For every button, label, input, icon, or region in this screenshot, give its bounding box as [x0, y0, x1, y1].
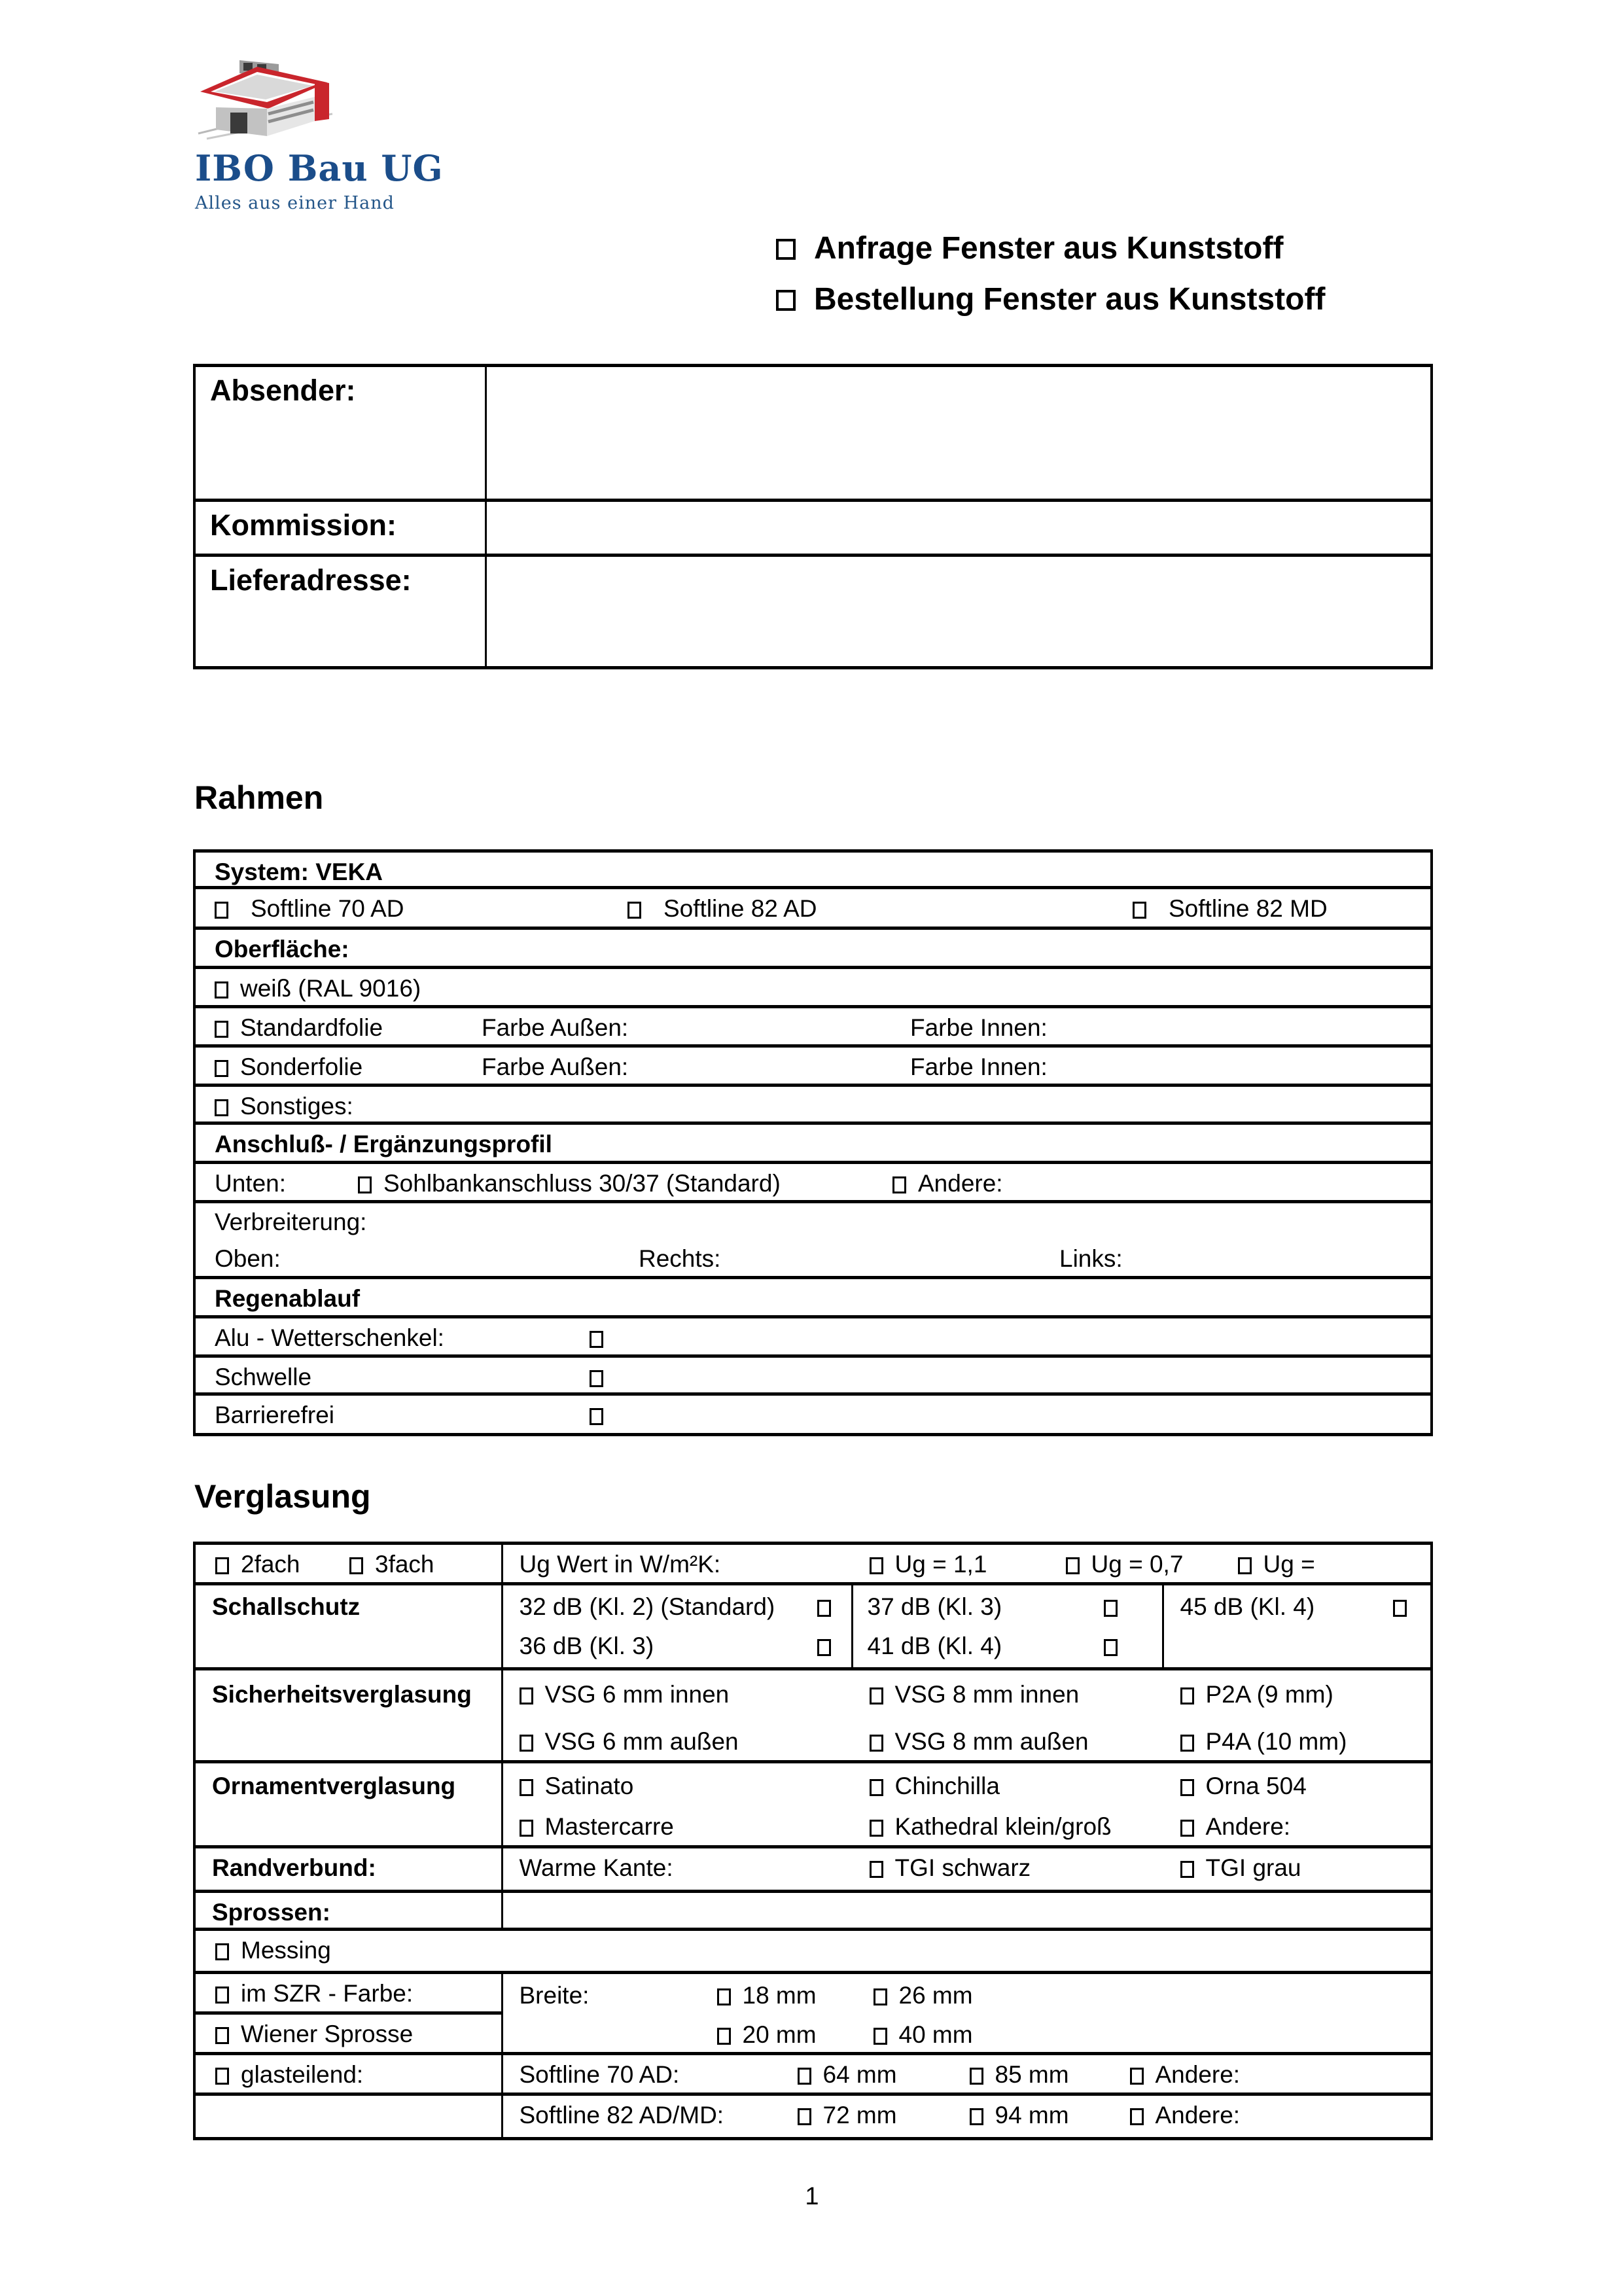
sicherheitsverglasung-label: Sicherheitsverglasung — [212, 1681, 472, 1708]
glasteilend-checkbox[interactable] — [215, 2068, 229, 2085]
regenablauf-header-row — [194, 1278, 1432, 1317]
satinato-label: Satinato — [544, 1773, 634, 1799]
oben-label: Oben: — [215, 1245, 281, 1272]
sprossen-label: Sprossen: — [212, 1899, 330, 1926]
breite-20mm-label: 20 mm — [742, 2021, 817, 2048]
sl82-94mm-label: 94 mm — [995, 2102, 1069, 2128]
anschluss-header-label: Anschluß- / Ergänzungsprofil — [215, 1131, 552, 1157]
satinato-checkbox[interactable] — [520, 1779, 533, 1796]
tgi-schwarz-label: TGI schwarz — [894, 1854, 1031, 1881]
verbreiterung-label: Verbreiterung: — [215, 1209, 367, 1235]
ug-07-label: Ug = 0,7 — [1091, 1551, 1184, 1578]
standardfolie-farbe-aussen-label: Farbe Außen: — [482, 1014, 629, 1041]
glazing-type-row — [194, 1544, 1432, 1584]
vsg-8mm-innen-label: VSG 8 mm innen — [894, 1681, 1080, 1708]
softline-82-row — [194, 2094, 1432, 2139]
breite-cell — [502, 1973, 1432, 2054]
title-bestellung-label: Bestellung Fenster aus Kunststoff — [814, 282, 1326, 317]
sl70-andere-label: Andere: — [1155, 2061, 1241, 2088]
ornamentverglasung-row — [194, 1762, 1432, 1847]
kommission-row — [194, 501, 1432, 556]
ornament-andere-label: Andere: — [1205, 1813, 1291, 1840]
breite-40mm-checkbox[interactable] — [874, 2028, 887, 2045]
softline-70-ad-width-label: Softline 70 AD: — [519, 2061, 680, 2088]
lieferadresse-row — [194, 556, 1432, 668]
messing-checkbox[interactable] — [215, 1943, 229, 1960]
kathedral-label: Kathedral klein/groß — [894, 1813, 1112, 1840]
tgi-grau-checkbox[interactable] — [1180, 1861, 1194, 1878]
breite-40mm-label: 40 mm — [898, 2021, 973, 2048]
softline-82-md-checkbox[interactable] — [1133, 902, 1146, 919]
barrierefrei-row — [194, 1394, 1432, 1435]
messing-label: Messing — [241, 1937, 331, 1964]
standardfolie-label: Standardfolie — [240, 1014, 383, 1041]
vsg-8mm-aussen-checkbox[interactable] — [870, 1735, 883, 1752]
mastercarre-label: Mastercarre — [544, 1813, 674, 1840]
randverbund-label: Randverbund: — [212, 1854, 376, 1881]
rechts-label: Rechts: — [639, 1245, 721, 1272]
softline-70-ad-checkbox[interactable] — [215, 902, 228, 919]
softline-82-md-label: Softline 82 MD — [1169, 895, 1328, 922]
sl70-andere-checkbox[interactable] — [1130, 2068, 1144, 2085]
breite-label: Breite: — [519, 1982, 590, 2009]
schallschutz-32db-label: 32 dB (Kl. 2) (Standard) — [519, 1593, 775, 1620]
alu-wetterschenkel-checkbox[interactable] — [590, 1331, 603, 1348]
company-logo — [195, 56, 444, 213]
softline-82-ad-checkbox[interactable] — [627, 902, 641, 919]
breite-26mm-label: 26 mm — [898, 1982, 973, 2009]
system-header-row — [194, 851, 1432, 888]
logo-company-name: IBO Bau UG — [195, 147, 444, 189]
sprossen-row — [194, 1892, 1432, 1930]
sl82-andere-label: Andere: — [1155, 2102, 1241, 2128]
alu-wetterschenkel-label: Alu - Wetterschenkel: — [215, 1324, 444, 1351]
oberflaeche-header-row — [194, 928, 1432, 968]
page-number: 1 — [805, 2183, 819, 2210]
vsg-6mm-innen-checkbox[interactable] — [520, 1687, 533, 1704]
2fach-label: 2fach — [241, 1551, 300, 1578]
sonstiges-checkbox[interactable] — [215, 1099, 228, 1116]
vsg-6mm-innen-label: VSG 6 mm innen — [544, 1681, 730, 1708]
schallschutz-36db-checkbox[interactable] — [817, 1639, 831, 1656]
wiener-sprosse-checkbox[interactable] — [215, 2027, 229, 2044]
unten-andere-label: Andere: — [918, 1170, 1003, 1197]
vsg-6mm-aussen-label: VSG 6 mm außen — [544, 1728, 739, 1755]
orna-504-label: Orna 504 — [1205, 1773, 1307, 1799]
logo-building-icon — [195, 56, 336, 141]
absender-label: Absender: — [194, 366, 485, 501]
title-anfrage-label: Anfrage Fenster aus Kunststoff — [814, 231, 1284, 266]
sonstiges-row — [194, 1086, 1432, 1123]
schallschutz-label: Schallschutz — [212, 1593, 361, 1620]
ug-wert-label: Ug Wert in W/m²K: — [519, 1551, 721, 1578]
glasteilend-row — [194, 2054, 1432, 2094]
kathedral-checkbox[interactable] — [870, 1820, 883, 1837]
standardfolie-farbe-innen-label: Farbe Innen: — [910, 1014, 1048, 1041]
verglasung-heading: Verglasung — [194, 1478, 371, 1515]
unten-row — [194, 1163, 1432, 1202]
softline-82-empty-cell — [194, 2094, 502, 2139]
kommission-label: Kommission: — [194, 501, 485, 556]
kommission-input-area[interactable] — [485, 501, 1432, 556]
weiss-checkbox[interactable] — [215, 981, 228, 998]
links-label: Links: — [1059, 1245, 1123, 1272]
softline-70-ad-label: Softline 70 AD — [251, 895, 404, 922]
im-szr-farbe-row — [194, 1973, 1432, 2013]
sl82-94mm-checkbox[interactable] — [970, 2108, 983, 2125]
schwelle-label: Schwelle — [215, 1364, 312, 1390]
3fach-checkbox[interactable] — [349, 1557, 363, 1574]
breite-26mm-checkbox[interactable] — [874, 1988, 887, 2005]
sonderfolie-farbe-aussen-label: Farbe Außen: — [482, 1053, 629, 1080]
ug-11-checkbox[interactable] — [870, 1557, 883, 1574]
oberflaeche-header-label: Oberfläche: — [215, 936, 349, 963]
title-bestellung-line — [776, 281, 1325, 332]
p2a-label: P2A (9 mm) — [1205, 1681, 1333, 1708]
tgi-grau-label: TGI grau — [1205, 1854, 1301, 1881]
mastercarre-checkbox[interactable] — [520, 1820, 533, 1837]
bestellung-checkbox[interactable] — [776, 290, 796, 311]
schallschutz-37db-label: 37 dB (Kl. 3) — [867, 1593, 1002, 1620]
ug-07-checkbox[interactable] — [1066, 1557, 1080, 1574]
schallschutz-32db-checkbox[interactable] — [817, 1600, 831, 1617]
vsg-8mm-aussen-label: VSG 8 mm außen — [894, 1728, 1089, 1755]
lieferadresse-input-area[interactable] — [485, 556, 1432, 668]
softline-82-ad-label: Softline 82 AD — [663, 895, 817, 922]
sl70-64mm-label: 64 mm — [822, 2061, 897, 2088]
softline-82-width-label: Softline 82 AD/MD: — [519, 2102, 724, 2128]
absender-input-area[interactable] — [485, 366, 1432, 501]
barrierefrei-label: Barrierefrei — [215, 1402, 334, 1428]
address-table — [193, 364, 1433, 669]
p4a-checkbox[interactable] — [1180, 1735, 1194, 1752]
verbreiterung-row — [194, 1202, 1432, 1278]
schwelle-row — [194, 1356, 1432, 1394]
schwelle-checkbox[interactable] — [590, 1370, 603, 1387]
im-szr-farbe-checkbox[interactable] — [215, 1987, 229, 2004]
vsg-8mm-innen-checkbox[interactable] — [870, 1687, 883, 1704]
sonderfolie-farbe-innen-label: Farbe Innen: — [910, 1053, 1048, 1080]
sl70-85mm-label: 85 mm — [995, 2061, 1069, 2088]
ug-11-label: Ug = 1,1 — [894, 1551, 987, 1578]
unten-andere-checkbox[interactable] — [892, 1176, 906, 1193]
title-anfrage-line — [776, 230, 1325, 281]
sl82-72mm-label: 72 mm — [822, 2102, 897, 2128]
barrierefrei-checkbox[interactable] — [590, 1408, 603, 1425]
sprossen-input-area[interactable] — [502, 1892, 1432, 1930]
weiss-label: weiß (RAL 9016) — [240, 975, 421, 1002]
schallschutz-36db-label: 36 dB (Kl. 3) — [519, 1633, 654, 1659]
randverbund-row — [194, 1847, 1432, 1892]
system-header-label: System: VEKA — [215, 858, 383, 885]
logo-tagline: Alles aus einer Hand — [195, 193, 395, 213]
rahmen-heading: Rahmen — [194, 779, 324, 816]
schallschutz-41db-checkbox[interactable] — [1104, 1639, 1118, 1656]
regenablauf-header-label: Regenablauf — [215, 1285, 361, 1312]
standardfolie-checkbox[interactable] — [215, 1021, 228, 1038]
sicherheitsverglasung-row — [194, 1669, 1432, 1762]
warme-kante-label: Warme Kante: — [519, 1854, 673, 1881]
anschluss-header-row — [194, 1123, 1432, 1163]
unten-label: Unten: — [215, 1170, 287, 1197]
verglasung-table — [193, 1542, 1433, 2140]
sohlbank-checkbox[interactable] — [358, 1176, 372, 1193]
breite-20mm-checkbox[interactable] — [717, 2028, 731, 2045]
wiener-sprosse-label: Wiener Sprosse — [241, 2021, 414, 2047]
glasteilend-label: glasteilend: — [241, 2061, 364, 2088]
breite-18mm-checkbox[interactable] — [717, 1988, 731, 2005]
ornament-andere-checkbox[interactable] — [1180, 1820, 1194, 1837]
form-title — [776, 230, 1325, 332]
system-options-row — [194, 888, 1432, 928]
sl70-64mm-checkbox[interactable] — [798, 2068, 811, 2085]
schallschutz-37db-checkbox[interactable] — [1104, 1600, 1118, 1617]
schallschutz-41db-label: 41 dB (Kl. 4) — [867, 1633, 1002, 1659]
vsg-6mm-aussen-checkbox[interactable] — [520, 1735, 533, 1752]
sl82-andere-checkbox[interactable] — [1130, 2108, 1144, 2125]
messing-row — [194, 1930, 1432, 1973]
sonstiges-label: Sonstiges: — [240, 1093, 353, 1120]
schallschutz-row — [194, 1584, 1432, 1669]
sonderfolie-checkbox[interactable] — [215, 1060, 228, 1077]
p4a-label: P4A (10 mm) — [1205, 1728, 1347, 1755]
anfrage-checkbox[interactable] — [776, 239, 796, 260]
2fach-checkbox[interactable] — [215, 1557, 229, 1574]
sl82-72mm-checkbox[interactable] — [798, 2108, 811, 2125]
absender-row — [194, 366, 1432, 501]
standardfolie-row — [194, 1007, 1432, 1046]
chinchilla-label: Chinchilla — [894, 1773, 1000, 1799]
lieferadresse-label: Lieferadresse: — [194, 556, 485, 668]
rahmen-table — [193, 849, 1433, 1436]
schallschutz-45db-label: 45 dB (Kl. 4) — [1180, 1593, 1315, 1620]
ug-blank-checkbox[interactable] — [1238, 1557, 1252, 1574]
sonderfolie-label: Sonderfolie — [240, 1053, 363, 1080]
ornamentverglasung-label: Ornamentverglasung — [212, 1773, 456, 1799]
p2a-checkbox[interactable] — [1180, 1687, 1194, 1704]
alu-wetterschenkel-row — [194, 1317, 1432, 1356]
tgi-schwarz-checkbox[interactable] — [870, 1861, 883, 1878]
chinchilla-checkbox[interactable] — [870, 1779, 883, 1796]
ug-blank-label: Ug = — [1263, 1551, 1315, 1578]
weiss-row — [194, 968, 1432, 1007]
im-szr-farbe-label: im SZR - Farbe: — [241, 1980, 414, 2007]
sohlbank-label: Sohlbankanschluss 30/37 (Standard) — [383, 1170, 781, 1197]
orna-504-checkbox[interactable] — [1180, 1779, 1194, 1796]
schallschutz-45db-checkbox[interactable] — [1393, 1600, 1407, 1617]
3fach-label: 3fach — [375, 1551, 434, 1578]
breite-18mm-label: 18 mm — [742, 1982, 817, 2009]
sl70-85mm-checkbox[interactable] — [970, 2068, 983, 2085]
sonderfolie-row — [194, 1046, 1432, 1086]
